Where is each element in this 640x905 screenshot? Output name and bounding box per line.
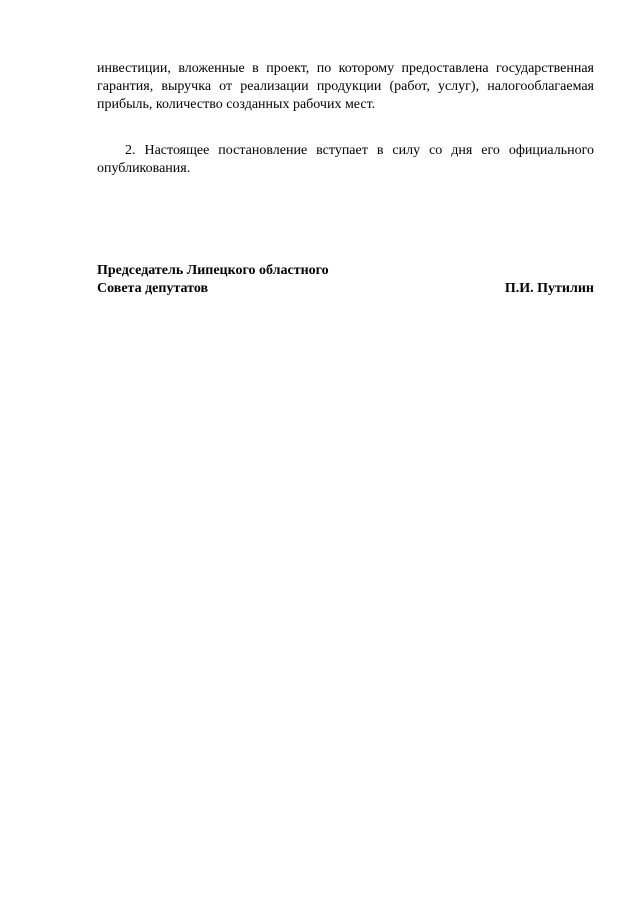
signatory-name: П.И. Путилин <box>504 281 594 296</box>
signature-row <box>97 280 594 298</box>
signature-title-line2: Совета депутатов <box>97 281 209 296</box>
signature-title-line1: Председатель Липецкого областного <box>97 263 329 278</box>
paragraph-continuation: инвестиции, вложенные в проект, по которому предоставлена государственная гарантия, выручка от реализации продукции (работ, услуг), налогооблагаемая прибыль, количество созданных рабочих мест. <box>97 61 594 112</box>
paragraph-effective-date: 2. Настоящее постановление вступает в силу со дня его официального опубликования. <box>97 143 594 176</box>
signature-block <box>97 262 594 298</box>
